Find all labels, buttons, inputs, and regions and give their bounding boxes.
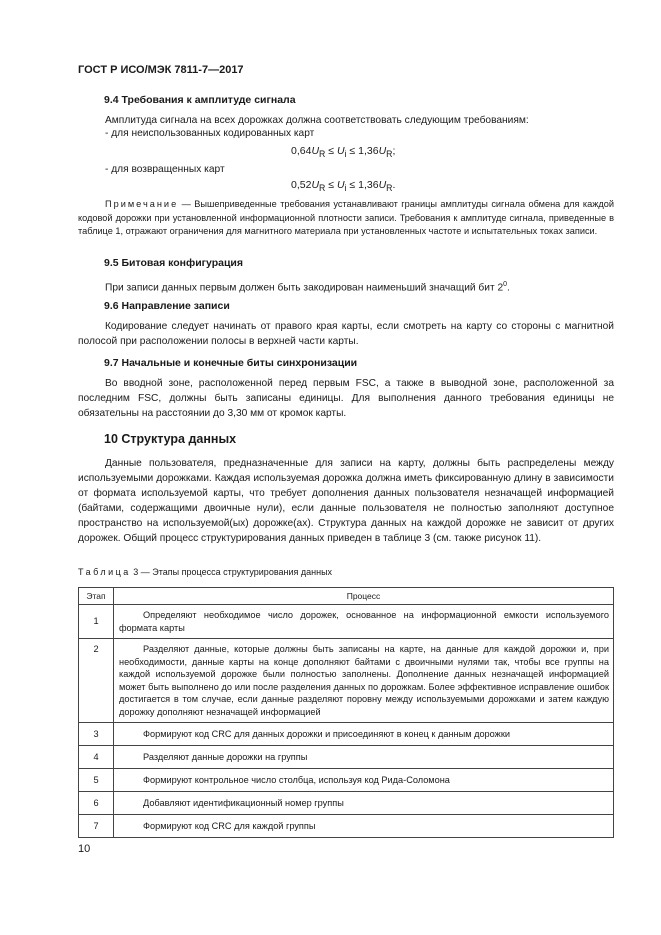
- section-9-4-item-returned: - для возвращенных карт: [105, 164, 225, 175]
- step-number: 3: [79, 723, 114, 746]
- section-9-7-title: 9.7 Начальные и конечные биты синхронизации: [104, 357, 358, 369]
- column-header-step: Этап: [79, 588, 114, 605]
- table-header-row: [79, 588, 614, 605]
- table-row: [79, 815, 614, 838]
- section-9-6-text: Кодирование следует начинать от правого края карты, если смотреть на карту со стороны с магнитной полосой при расположении полосы в верхней части карты.: [78, 321, 614, 347]
- page-number: 10: [78, 843, 91, 855]
- section-10-title: 10 Структура данных: [104, 432, 237, 446]
- table-row: [79, 605, 614, 639]
- table-row: [79, 639, 614, 723]
- formula-returned-cards: $0,52U_R \le U_i \le 1,36U_R$.: [291, 179, 396, 194]
- document-header: ГОСТ Р ИСО/МЭК 7811-7—2017: [78, 64, 244, 76]
- note-text: — Вышеприведенные требования устанавливают границы амплитуды сигнала обмена для каждой кодовой дорожки при установленной информационной плотности записи. Требования к амплитуде сигнала, приведенные в таблице 1, отражают ограничения для магнитного материала при установленных частоте и испытательных токах записи.: [78, 199, 614, 236]
- section-9-5-text: При записи данных первым должен быть закодирован наименьший значащий бит $2^0$.: [105, 281, 510, 294]
- step-number: 5: [79, 769, 114, 792]
- table-3-caption: Таблица 3 — Этапы процесса структурирования данных: [78, 567, 333, 577]
- step-number: 1: [79, 605, 114, 639]
- section-9-4-note: [78, 198, 614, 239]
- section-9-6-title: 9.6 Направление записи: [104, 300, 230, 312]
- note-label: Примечание: [105, 199, 179, 209]
- section-9-7-text: Во вводной зоне, расположенной перед первым FSC, а также в выводной зоне, расположенной за последним FSC, должны быть записаны единицы. Для выполнения данного требования единицы не обязательны на расстоянии до 3,30 мм от кромок карты.: [78, 378, 614, 419]
- step-number: 4: [79, 746, 114, 769]
- step-description: Определяют необходимое число дорожек, основанное на информационной емкости используемого формата карты: [114, 605, 614, 639]
- table-row: [79, 746, 614, 769]
- step-description: Формируют код CRC для каждой группы: [114, 815, 614, 838]
- table-row: [79, 792, 614, 815]
- step-number: 6: [79, 792, 114, 815]
- section-9-4-item-unused: - для неиспользованных кодированных карт: [105, 128, 315, 139]
- step-description: Формируют код CRC для данных дорожки и присоединяют в конец к данным дорожки: [114, 723, 614, 746]
- section-9-5-title: 9.5 Битовая конфигурация: [104, 257, 244, 269]
- step-description: Добавляют идентификационный номер группы: [114, 792, 614, 815]
- table-row: [79, 723, 614, 746]
- table-row: [79, 769, 614, 792]
- section-10-text: Данные пользователя, предназначенные для записи на карту, должны быть распределены между используемыми дорожками. Каждая используемая дорожка должна иметь фиксированную длину в зависимости от формата используемой карты, что требует дополнения данных пользователя незначащей информацией (байтами, содержащими двоичные нули), если данные пользователя не полностью заполняют доступное пространство на используемой(ых) дорожке(ах). Структура данных на каждой дорожке не зависит от других дорожек. Общий процесс структурирования данных приведен в таблице 3 (см. также рисунок 11).: [78, 458, 614, 544]
- step-number: 7: [79, 815, 114, 838]
- formula-unused-cards: $0,64U_R \le U_i \le 1,36U_R$;: [291, 145, 396, 160]
- step-description: Формируют контрольное число столбца, используя код Рида-Соломона: [114, 769, 614, 792]
- table-3: [78, 587, 614, 838]
- step-description: Разделяют данные, которые должны быть записаны на карте, на данные для каждой дорожки и, при необходимости, данные карты на конце дополняют байтами с двоичными нулями так, чтобы все группы на каждой используемой дорожке были полностью заполнены. Дополнение данных незначащей информацией может быть выполнено до или после разделения данных по дорожкам. Более эффективное исправление ошибок достигается в том случае, если данные разделяют поровну между используемыми дорожками и затем каждую дорожку дополняют незначащей информацией: [114, 639, 614, 723]
- column-header-process: Процесс: [114, 588, 614, 605]
- section-9-4-title: 9.4 Требования к амплитуде сигнала: [104, 94, 296, 106]
- step-description: Разделяют данные дорожки на группы: [114, 746, 614, 769]
- step-number: 2: [79, 639, 114, 723]
- section-9-4-intro: Амплитуда сигнала на всех дорожках должна соответствовать следующим требованиям:: [105, 115, 529, 126]
